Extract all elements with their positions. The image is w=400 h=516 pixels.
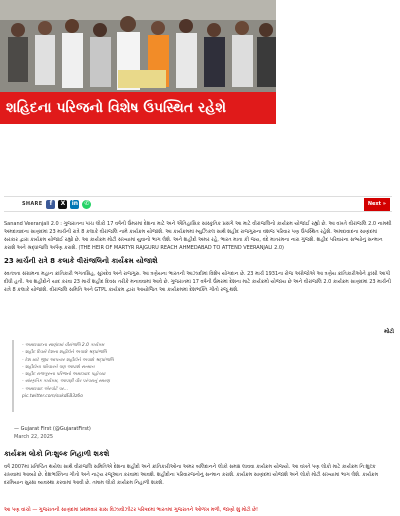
photo-label: મોટો <box>384 329 394 335</box>
tweet-line: - શહીદોના પરિવારને પણ આપાશે સન્માન <box>22 364 95 370</box>
article-paragraph: સ્વતંત્રતા સંગ્રામના મહાન ક્રાંતિકારી ભગતસિંહ, સુખદેવ અને રાજગુરુ. આ ત્રણેયના ભારતની આઝાદીમાં વિશેષ યોગદાન છે. 23 માર્ચ 1931ના રોજ અંગ્રેજોએ આ ત્રણેય ક્રાંતિકારીઓને ફાંસી આપી દીધી હતી. આ શહીદોને યાદ કરવા 23 માર્ચ શહીદ દિવસ તરીકે મનાવવામાં આવે છે. ગુજરાતમાં 17 વર્ષની ઉંમરમાં દેશના માટે કાર્યક્રમો યોજાય છે અને વીરાંજલિ 2.0 કાર્યક્રમ સાણંદમાં 23 માર્ચની રાત્રે 8 કલાકે યોજાશે. વીરાંજલિ સમિતિ અને GTPL કાર્યક્રમ દ્વારા આયોજિત આ કાર્યક્રમમાં દેશભક્તિ ગીતો રજૂ થશે. <box>4 271 392 293</box>
article-section-2 <box>4 448 392 492</box>
tweet-line: - શહીદ દિવસે દેશના શહીદોને અપાશે શ્રદ્ધાંજલિ <box>22 350 107 356</box>
tweet-line: - સાંસ્કૃતિક કાર્યક્રમ, આપણી વીર પરંપરાનું સ્મરણ <box>22 379 110 385</box>
tweet-line: - અમદાવાદના સાણંદમાં વીરાંજલિ 2.0 કાર્યક્રમ <box>22 343 105 348</box>
article-intro: Sanand Veeranjali 2.0 : ગુજરાતના પાંચ લોકો 17 વર્ષની ઉંમરમાં દેશના માટે અને ઐતિહાસિક સાંસ્કૃતિક પ્રસંગે આ માટે વીરાંજલિનો કાર્યક્રમ યોજાઈ રહ્યો છે. આ વખતે વીરાંજલિ 2.0 નામથી અમદાવાદના સાણંદમાં 23 માર્ચની રાત્રે 8 કલાકે વીરાંજલિ નામે કાર્યક્રમ યોજાશે. આ કાર્યક્રમમાં મ્યુઝિકલ સાથે શહીદ રાજગુરુના વંશજ પરિવાર પણ ઉપસ્થિત રહેશે. અમદાવાદના સાણંદમાં સરકાર દ્વારા કાર્યક્રમ યોજાઈ રહ્યો છે. આ કાર્યક્રમ મોટી સંખ્યામાં યુવાનો ભાગ લેશે. અને શહીદો અમર રહે, ભારત માતા કી જય, વંદે માતરમના નારા ગુંજશે. શહીદ પરિવારના સભ્યોનું સન્માન કરાશે અને શ્રદ્ધાંજલિ અર્પણ કરાશે. (THE HEIR OF MARTYR RAJGURU REACH AHMEDABAD TO ATTEND VEERANJALI 2.0) <box>4 221 392 251</box>
share-label: SHARE <box>22 201 43 207</box>
linkedin-icon[interactable]: in <box>71 200 79 207</box>
hero-photo <box>0 0 276 96</box>
article-subheading: 23 માર્ચની રાત્રે 8 કલાકે વીરાંજલિનો કાર્યક્રમ યોજાશે <box>4 257 158 265</box>
tweet-source[interactable]: — Gujarat First (@GujaratFirst) <box>14 426 91 432</box>
share-bar <box>4 196 392 212</box>
hero-image <box>0 0 276 124</box>
facebook-icon[interactable]: f <box>46 200 55 209</box>
related-article-link[interactable]: આ પણ વાંચો — ગુજરાતની સાણંદમાં પ્રથમવાર ગ્રાસ વિઝાવીઝીટર પરિષદમાં ભારતમાં ગુજરાતને ઓળખ મળી, જાણો શું મોટો છે! <box>4 507 259 513</box>
next-article-button[interactable]: Next » <box>364 198 390 211</box>
whatsapp-icon[interactable]: ✆ <box>84 200 90 207</box>
tweet-line: - અમદાવાદ એરપોર્ટ પર... <box>22 386 69 392</box>
section-paragraph: વર્ષ 2007માં પ્રતિષ્ઠિત થયેલા સાથે વીરાંજલિ સમિતિએ દેશના શહીદો અને ક્રાંતિકારીઓના અમર બલિદાનને લોકો સમક્ષ લાવવા કાર્યક્રમ યોજ્યો. આ વખતે પણ લોકો માટે કાર્યક્રમ નિઃશુલ્ક રાખવામાં આવ્યો છે. દેશભક્તિના ગીતો અને નાટ્ય રજૂઆત કરવામાં આવશે. શહીદોના પરિવારજનોનું સન્માન કરાશે. કાર્યક્રમ સાણંદમાં યોજાશે અને લોકો મોટી સંખ્યામાં ભાગ લેશે. કાર્યક્રમ દરમિયાન સુરક્ષા વ્યવસ્થા કરવામાં આવી છે. તમામ લોકો કાર્યક્રમ નિહાળી શકશે. <box>4 464 379 486</box>
x-twitter-icon[interactable]: X <box>58 200 67 209</box>
embedded-tweet <box>12 340 162 412</box>
section-heading: કાર્યક્રમ લોકો નિઃશુલ્ક નિહાળી શકશે <box>4 450 110 458</box>
tweet-line: - દેશ માટે જીવ આપનાર શહીદોને અપાશે શ્રદ્ધાંજલિ <box>22 357 114 363</box>
tweet-pic-link[interactable]: pic.twitter.com/sukdEB3z6o <box>22 394 83 400</box>
tweet-line: - શહીદ રાજગુરુના પરિજનો અમદાવાદ પહોંચ્યા <box>22 372 106 378</box>
tweet-date[interactable]: March 22, 2025 <box>14 434 54 440</box>
hero-caption: શહિદના પરિજનો વિશેષ ઉપસ્થિત રહેશે <box>0 92 276 124</box>
article-body <box>4 220 392 299</box>
